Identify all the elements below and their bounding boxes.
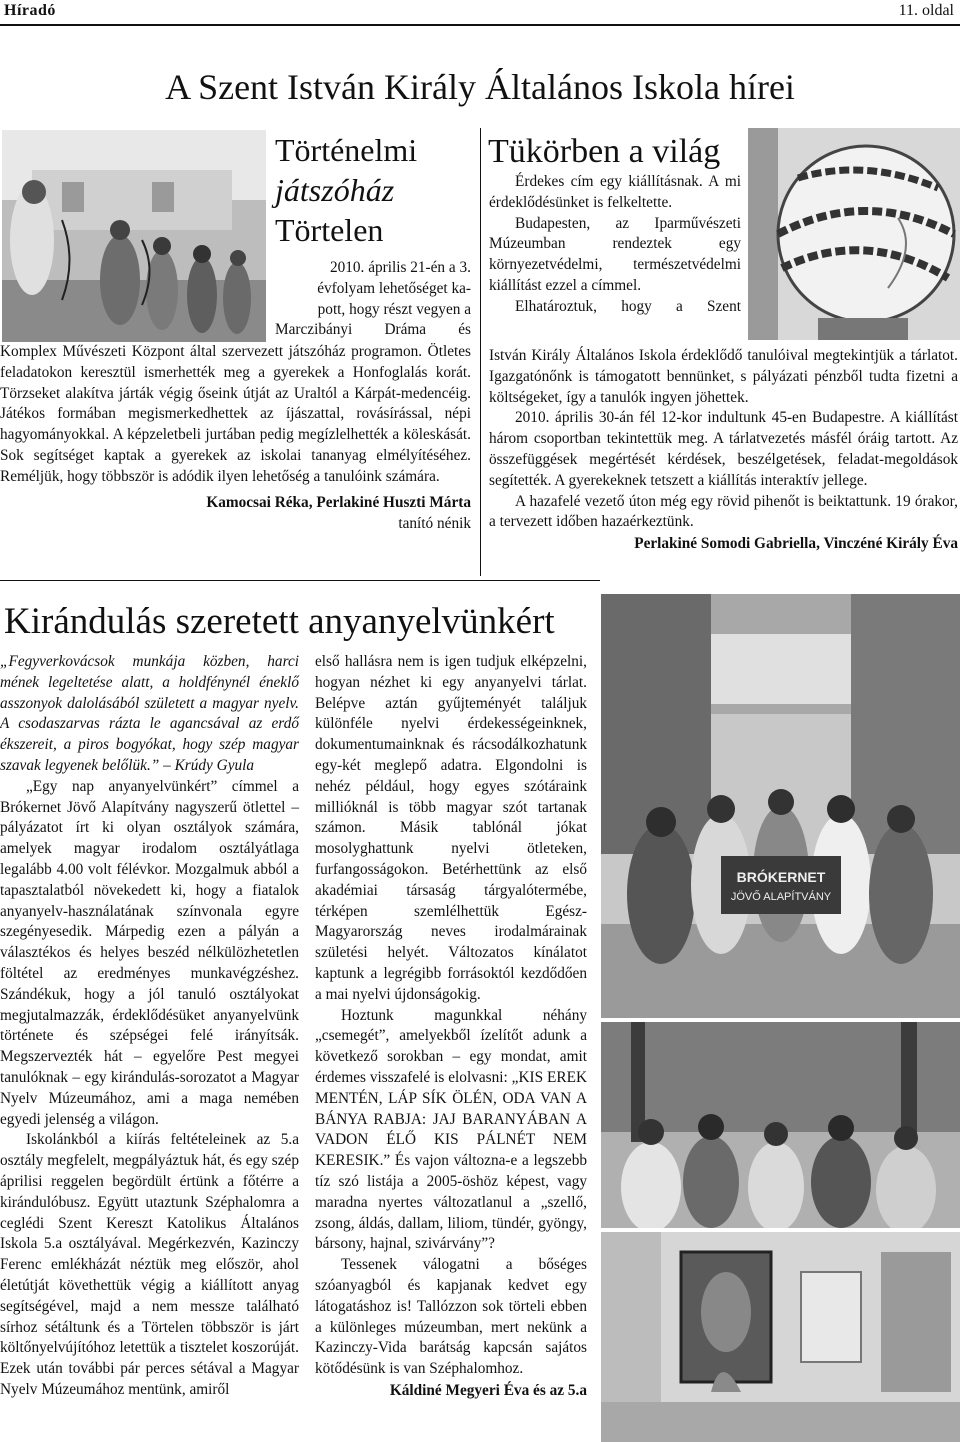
article-author-role: tanító nénik bbox=[398, 514, 471, 532]
group-photo-banner bbox=[601, 594, 960, 1018]
intro-line-2: évfolyam lehetőséget ka- bbox=[317, 279, 471, 297]
title-line-3: Törtelen bbox=[275, 212, 384, 248]
paragraph-3a: Elhatároztuk, hogy a Szent bbox=[515, 297, 741, 315]
article-body-tukorben bbox=[489, 346, 958, 554]
newspaper-name: Híradó bbox=[4, 2, 56, 19]
paragraph-4: 2010. április 30-án fél 12-kor indultunk 45-en Budapestre. A kiállítást három csoportban tekintettük meg. A tárlatvezetés másfél óráig tartott. Az összefüggések megértését kérdések, beszélgetések, feladat-megoldások segítették. A gyerekeknek tetszett a kiállítás interaktív jellege. bbox=[489, 409, 958, 489]
paragraph-1: „Egy nap anyanyelvünkért” címmel a Brókernet Jövő Alapítvány nagyszerű ötlettel – pályázatot írt ki olyan osztályok számára, amelyek magyar irodalom osztályátlaga legalább 4.00 volt félévkor. Mozgalmuk abból a tapasztalatból növekedett ki, hogy a fiatalok anyanyelv-használatának színvonala egyre szegényesedik. Márpedig ezen a pályán a választékos és helyes beszéd nélkülözhetetlen föltétel az eredményes munkavégzéshez. Szándékuk, hogy a jól tanuló osztályokat megjutalmazzák, érdeklődésüket anyanyelvünk története és szépségei felé irányítsák. Megszervezték hát – egyelőre Pest megyei tanulóknak – egy kirándulás-sorozatot a Magyar Nyelv Múzeumához, ami a maga nemében egyedi jelenség a világon. bbox=[0, 777, 299, 1128]
museum-interior-photo bbox=[601, 1232, 960, 1442]
paragraph-2: Budapesten, az Iparművészeti Múzeumban rendeztek egy környezetvédelmi, természetvédelmi kiállítást ezzel a címmel. bbox=[489, 214, 741, 294]
globe-photo bbox=[748, 128, 960, 340]
paragraph-2: Iskolánkból a kiírás feltételeinek az 5.a osztály megfelelt, megpályáztuk hát, és egy szép áprilisi reggelen begördült értünk a főtérre a kirándulóbusz. Együtt utaztunk Széphalomra a ceglédi Szent Kereszt Katolikus Általános Iskola 5.a osztályával. Megérkezvén, Kazinczy Ferenc emlékházát néztük meg először, ahol életútját követhettük végig a kiállított anyag segítségével, majd a nem messze található sírhoz sétáltunk és a Törtelen többször is járt költőnyelvújítóhoz letettük a tisztelet koszorúját. Ezek után további pár perces sétával a Magyar Nyelv Múzeumához mentünk, amiről bbox=[0, 1131, 299, 1398]
banner-text: BRÓKERNET bbox=[736, 869, 826, 885]
intro-line-1: 2010. április 21-én a 3. bbox=[329, 259, 471, 276]
page-number: 11. oldal bbox=[898, 2, 954, 19]
paragraph-5: A hazafelé vezető úton még egy rövid pihenőt is beiktattunk. 19 órakor, a tervezett időben hazaérkeztünk. bbox=[489, 492, 958, 531]
article-title-kirandulas: Kirándulás szeretett anyanyelvünkért bbox=[4, 601, 555, 642]
motto-quote: „Fegyverkovácsok munkája közben, harci mének legeltetése alatt, a holdfénynél éneklő asszonyok dalolásából született a magyar nyelv. A csodaszarvas rázta le agancsával az erdő ékszereit, a piros bogyókat, hogy szép magyar szavak legyenek belőlük.” – Krúdy Gyula bbox=[0, 653, 299, 774]
banner-text: JÖVŐ ALAPÍTVÁNY bbox=[730, 891, 832, 903]
article-intro-narrow bbox=[275, 258, 471, 341]
article-body-jatszohaz bbox=[0, 342, 471, 534]
page-title: A Szent István Király Általános Iskola hírei bbox=[165, 67, 795, 107]
article-paragraph: Komplex Művészeti Központ által szervezett játszóház programon. Ötletes feladatokon keresztül ismerhették meg a gyerekek a Honfoglalás korát. Törzseket alakítva járták végig őseink útját az Uraltól a Kárpát-medencéig. Játékos formában megismerkedhettek az íjászattal, rovásírással, népi hagyományokkal. A képzeletbeli jurtában pedig megízlelhették a köleskását. Sok segítséget kaptak a gyerekek az iskolai tananyag elmélyítéséhez. Reméljük, hogy többször is adódik ilyen lehetőség a tanulóink számára. bbox=[0, 343, 471, 485]
intro-line-4: Marczibányi Dráma és bbox=[275, 321, 471, 339]
article-title-jatszohaz bbox=[275, 130, 475, 250]
paragraph-3b: István Király Általános Iskola érdeklődő tanulóival megtekintjük a tárlatot. Igazgatónőnk is támogatott bennünket, s pályázati pénzből tudta fizetni a költségeket, így a tanulók ingyen jöhettek. bbox=[489, 347, 958, 406]
title-line-1: Történelmi bbox=[275, 132, 418, 168]
paragraph-1: Érdekes cím egy kiállításnak. A mi érdeklődésünket is felkeltette. bbox=[489, 173, 741, 211]
article-col-middle bbox=[315, 652, 587, 1401]
group-photo-park bbox=[601, 1022, 960, 1228]
archery-photo bbox=[2, 130, 266, 342]
article-signature: Kamocsai Réka, Perlakiné Huszti Márta bbox=[206, 493, 471, 511]
article-col-left bbox=[0, 652, 299, 1401]
paragraph-3: első hallásra nem is igen tudjuk elképzelni, hogyan nézhet ki egy anyanyelvi tárlat. Belépve aztán gyűjteményét találjuk különféle nyelvi érdekességeinknek, dokumentumainknak és rácsodálkozhatunk egy-két meglepő adatra. Elgondolni is nehéz például, hogy egyes szótáraink millióknál is több magyar szót tartanak számon. Másik tablónál jókat mosolyghattunk nyelvi ötleteken, furfangosságokon. Betérhettünk az első akadémiai társaság tárgyalótermébe, térképen szemlélhettük Egész-Magyarország neves irodalmárainak születési helyét. Változatos kínálatot kaptunk a legrégibb forrásoktól kezdődően a mai nyelvi újdonságokig. bbox=[315, 653, 587, 1003]
intro-line-3: pott, hogy részt vegyen a bbox=[317, 300, 471, 318]
title-line-2: játszóház bbox=[275, 172, 395, 208]
article-title-tukorben: Tükörben a világ bbox=[488, 133, 721, 170]
column-divider bbox=[480, 128, 481, 576]
paragraph-4: Hoztunk magunkkal néhány „csemegét”, amelyekből ízelítőt adunk a következő sorokban – egy mondat, amit érdemes visszafelé is elolvasni: „KIS EREK MENTÉN, LÁP SÍK ÖLÉN, ODA VAN A BÁNYA RABJA: JAJ BARANYÁBAN A VADON ÉLŐ KIS PÁLNÉT NEM KERESIK.” És vajon változna-e a legszebb tíz szó listája a 2005-öshöz képest, vagy maradna nyertes változatlanul a „szellő, zsong, áldás, dallam, liliom, tündér, gyöngy, bársony, hajnal, szivárvány”? bbox=[315, 1006, 587, 1253]
article-signature: Káldiné Megyeri Éva és az 5.a bbox=[389, 1381, 587, 1399]
article-body-tukorben-narrow bbox=[489, 172, 741, 318]
paragraph-5: Tessenek válogatni a bőséges szóanyagból és kapjanak kedvet egy látogatáshoz is! Tallózzon sok törteli ebben a különleges múzeumban, mert nekünk a Kazinczy-Vida barátság kapcsán sajátos kötődésünk is van Széphalomhoz. bbox=[315, 1256, 587, 1378]
section-divider bbox=[0, 580, 600, 581]
article-signature: Perlakiné Somodi Gabriella, Vinczéné Király Éva bbox=[634, 535, 958, 553]
header-rule bbox=[0, 24, 960, 26]
